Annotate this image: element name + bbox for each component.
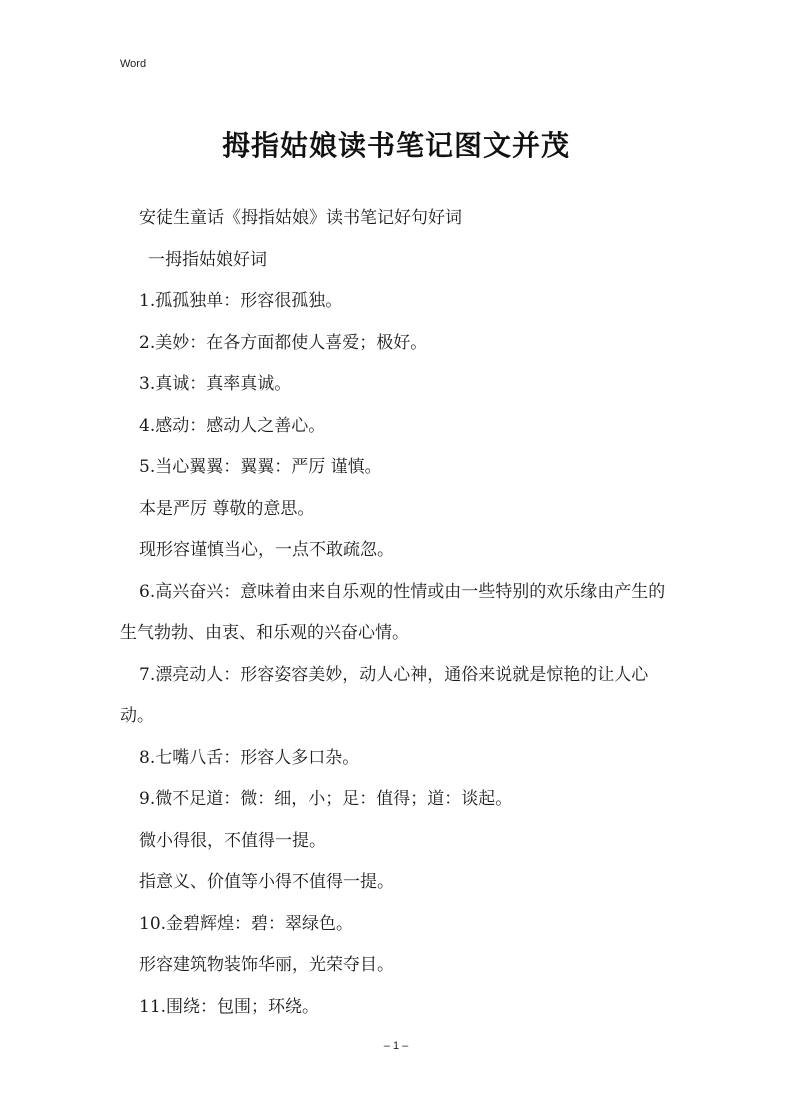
paragraph: 安徒生童话《拇指姑娘》读书笔记好句好词 xyxy=(139,208,462,228)
paragraph: 11.围绕：包围；环绕。 xyxy=(139,996,320,1017)
document-title: 拇指姑娘读书笔记图文并茂 xyxy=(221,129,570,162)
paragraph: 8.七嘴八舌：形容人多口杂。 xyxy=(139,747,360,768)
paragraph: 一拇指姑娘好词 xyxy=(148,249,267,270)
page-number: – 1 – xyxy=(383,1040,409,1052)
paragraph: 6.高兴奋兴：意味着由来自乐观的性情或由一些特别的欢乐缘由产生的生气勃勃、由衷、和乐观的兴奋心情。 xyxy=(120,581,666,643)
paragraph: 10.金碧辉煌：碧：翠绿色。 xyxy=(139,913,354,934)
paragraph: 3.真诚：真率真诚。 xyxy=(139,374,292,394)
header-label: Word xyxy=(120,58,147,70)
paragraph: 9.微不足道：微：细，小；足：值得；道：谈起。 xyxy=(139,789,513,809)
paragraph: 本是严厉 尊敬的意思。 xyxy=(139,498,315,519)
paragraph: 4.感动：感动人之善心。 xyxy=(139,415,326,436)
paragraph: 现形容谨慎当心，一点不敢疏忽。 xyxy=(139,540,394,560)
paragraph: 形容建筑物装饰华丽，光荣夺目。 xyxy=(139,955,394,975)
paragraph: 7.漂亮动人：形容姿容美妙，动人心神，通俗来说就是惊艳的让人心动。 xyxy=(120,664,649,726)
paragraph: 5.当心翼翼：翼翼：严厉 谨慎。 xyxy=(139,457,382,477)
paragraph: 指意义、价值等小得不值得一提。 xyxy=(139,872,394,892)
paragraph: 微小得很，不值得一提。 xyxy=(139,830,326,851)
paragraph: 2.美妙：在各方面都使人喜爱；极好。 xyxy=(139,332,428,353)
paragraph: 1.孤孤独单：形容很孤独。 xyxy=(139,291,343,311)
document-body xyxy=(120,198,676,1028)
